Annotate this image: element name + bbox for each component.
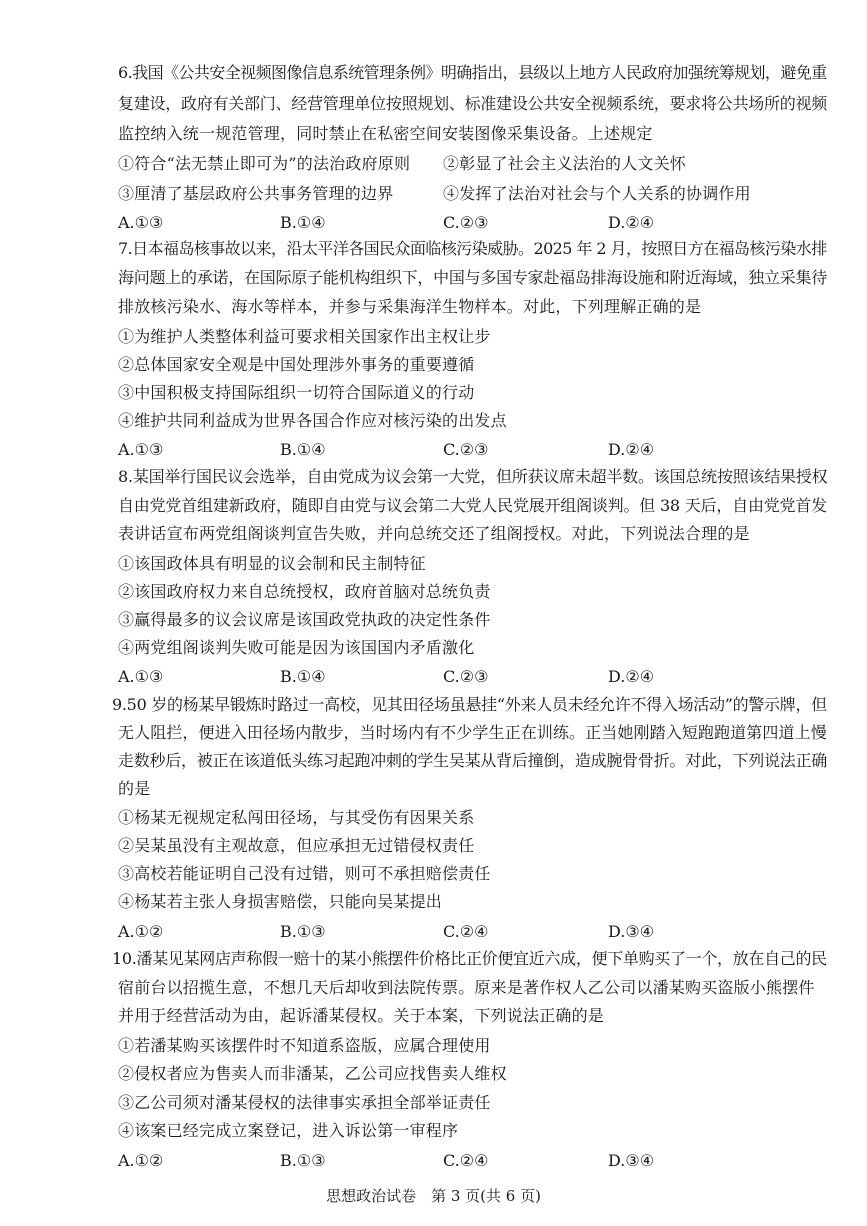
option-d: D.③④	[608, 1151, 655, 1170]
option-a: A.①②	[118, 922, 164, 941]
option-d: D.③④	[608, 922, 655, 941]
option-a: A.①③	[118, 213, 164, 232]
statement-1: ①为维护人类整体利益可要求相关国家作出主权让步	[118, 327, 491, 346]
option-c: C.②③	[443, 440, 489, 459]
question-text-line: 10.潘某见某网店声称假一赔十的某小熊摆件价格比正价便宜近六成，便下单购买了一个，放在自己的民	[112, 949, 827, 968]
question-text-line: 并用于经营活动为由，起诉潘某侵权。关于本案，下列说法正确的是	[118, 1006, 605, 1025]
statement-2: ②彰显了社会主义法治的人文关怀	[443, 154, 687, 173]
question-text-line: 表讲话宣布两党组阁谈判宣告失败，并向总统交还了组阁授权。对此，下列说法合理的是	[118, 524, 750, 543]
question-text-line: 自由党党首组建新政府，随即自由党与议会第二大党人民党展开组阁谈判。但 38 天后，自由党党首发	[118, 496, 827, 515]
option-b: B.①③	[280, 1151, 326, 1170]
question-text-line: 海问题上的承诺，在国际原子能机构组织下，中国与多国专家赴福岛排海设施和附近海域，独立采集待	[118, 268, 828, 287]
question-text-line: 宿前台以招揽生意，不想几天后却收到法院传票。原来是著作权人乙公司以潘某购买盗版小熊摆件	[118, 978, 815, 997]
statement-3: ③赢得最多的议会议席是该国政党执政的决定性条件	[118, 610, 491, 629]
option-a: A.①②	[118, 1151, 164, 1170]
statement-2: ②吴某虽没有主观故意，但应承担无过错侵权责任	[118, 836, 475, 855]
statement-3: ③厘清了基层政府公共事务管理的边界	[118, 184, 394, 203]
statement-3: ③乙公司须对潘某侵权的法律事实承担全部举证责任	[118, 1093, 491, 1112]
option-d: D.②④	[608, 667, 655, 686]
statement-4: ④维护共同利益成为世界各国合作应对核污染的出发点	[118, 411, 507, 430]
statement-1: ①符合“法无禁止即可为”的法治政府原则	[118, 154, 411, 173]
question-text-line: 复建设，政府有关部门、经营管理单位按照规划、标准建设公共安全视频系统，要求将公共场所的视频	[118, 94, 828, 113]
question-text-line: 走数秒后，被正在该道低头练习起跑冲刺的学生吴某从背后撞倒，造成腕骨骨折。对此，下列说法正确	[118, 751, 828, 770]
page-footer: 思想政治试卷 第 3 页(共 6 页)	[326, 1187, 541, 1205]
statement-4: ④两党组阁谈判失败可能是因为该国国内矛盾激化	[118, 638, 475, 657]
option-a: A.①③	[118, 667, 164, 686]
option-d: D.②④	[608, 213, 655, 232]
question-text-line: 6.我国《公共安全视频图像信息系统管理条例》明确指出，县级以上地方人民政府加强统筹规划，避免重	[118, 63, 827, 82]
statement-4: ④发挥了法治对社会与个人关系的协调作用	[443, 184, 751, 203]
question-text-line: 8.某国举行国民议会选举，自由党成为议会第一大党，但所获议席未超半数。该国总统按照该结果授权	[118, 467, 828, 486]
statement-2: ②总体国家安全观是中国处理涉外事务的重要遵循	[118, 355, 475, 374]
question-text-line: 排放核污染水、海水等样本，并参与采集海洋生物样本。对此，下列理解正确的是	[118, 297, 702, 316]
question-text-line: 的是	[118, 779, 151, 798]
statement-1: ①若潘某购买该摆件时不知道系盗版，应属合理使用	[118, 1036, 491, 1055]
option-c: C.②④	[443, 922, 489, 941]
statement-3: ③高校若能证明自己没有过错，则可不承担赔偿责任	[118, 864, 491, 883]
statement-3: ③中国积极支持国际组织一切符合国际道义的行动	[118, 383, 475, 402]
option-b: B.①④	[280, 667, 326, 686]
question-text-line: 无人阻拦，便进入田径场内散步，当时场内有不少学生正在训练。正当她刚踏入短跑跑道第四道上慢	[118, 723, 827, 742]
statement-1: ①该国政体具有明显的议会制和民主制特征	[118, 554, 426, 573]
question-text-line: 监控纳入统一规范管理，同时禁止在私密空间安装图像采集设备。上述规定	[118, 124, 653, 143]
option-c: C.②③	[443, 667, 489, 686]
option-c: C.②④	[443, 1151, 489, 1170]
option-b: B.①③	[280, 922, 326, 941]
question-text-line: 7.日本福岛核事故以来，沿太平洋各国民众面临核污染威胁。2025 年 2 月，按照日方在福岛核污染水排	[118, 239, 827, 258]
statement-2: ②该国政府权力来自总统授权，政府首脑对总统负责	[118, 582, 491, 601]
option-a: A.①③	[118, 440, 164, 459]
option-b: B.①④	[280, 213, 326, 232]
statement-1: ①杨某无视规定私闯田径场，与其受伤有因果关系	[118, 808, 475, 827]
option-c: C.②③	[443, 213, 489, 232]
statement-4: ④该案已经完成立案登记，进入诉讼第一审程序	[118, 1121, 459, 1140]
option-b: B.①④	[280, 440, 326, 459]
option-d: D.②④	[608, 440, 655, 459]
statement-4: ④杨某若主张人身损害赔偿，只能向吴某提出	[118, 892, 443, 911]
question-text-line: 9.50 岁的杨某早锻炼时路过一高校，见其田径场虽悬挂“外来人员未经允许不得入场活动”的警示牌，但	[112, 695, 827, 714]
statement-2: ②侵权者应为售卖人而非潘某，乙公司应找售卖人维权	[118, 1064, 507, 1083]
